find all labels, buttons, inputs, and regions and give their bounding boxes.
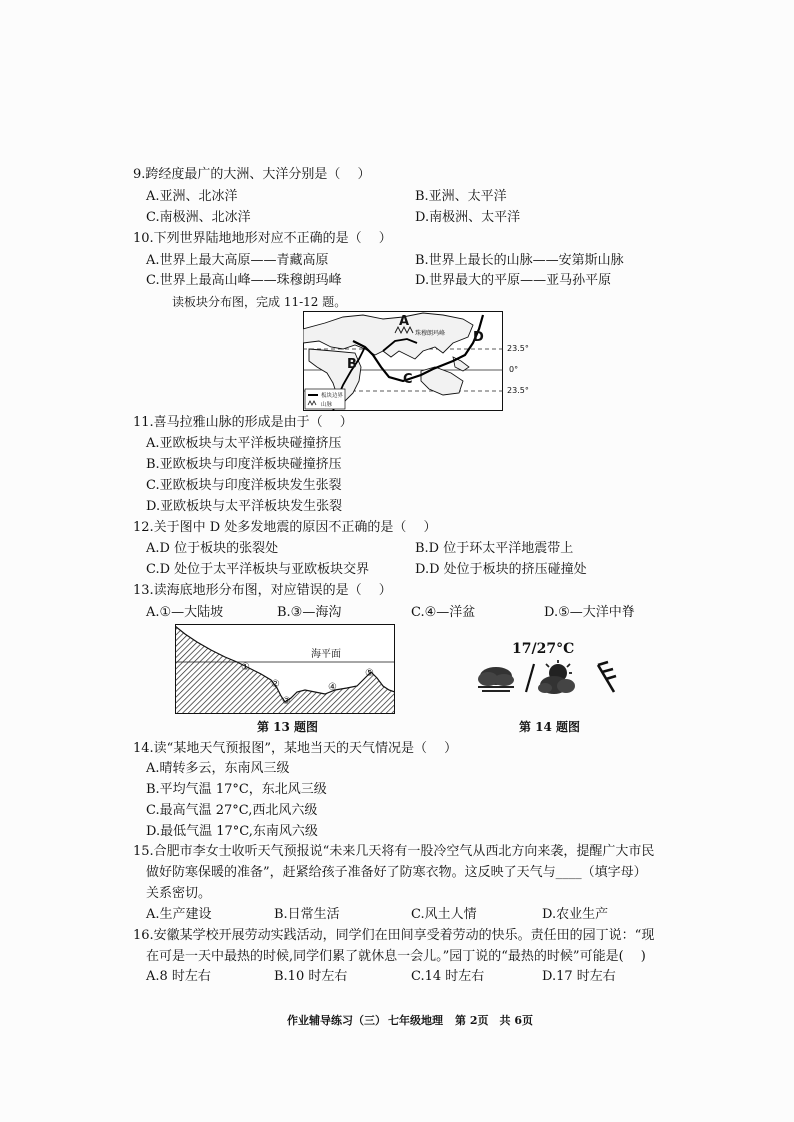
footer-series: 作业辅导练习（三） bbox=[287, 1014, 386, 1027]
q16-line2: 在可是一天中最热的时候,同学们累了就休息一会儿。”园丁说的“最热的时候”可能是( ) bbox=[146, 949, 646, 964]
q16-option-c: C.14 时左右 bbox=[411, 969, 485, 984]
q12-option-a: A.D 位于板块的张裂处 bbox=[146, 541, 279, 556]
q15-option-a: A.生产建设 bbox=[146, 907, 212, 922]
marker-3: ③ bbox=[282, 696, 291, 707]
wind-barb-icon bbox=[598, 662, 616, 692]
plate-map-figure bbox=[303, 311, 529, 411]
q13-option-d: D.⑤—大洋中脊 bbox=[544, 605, 635, 620]
q11-stem: 11.喜马拉雅山脉的形成是由于（ ） bbox=[133, 415, 353, 430]
plate-label-a: A bbox=[399, 314, 410, 329]
q9-stem: 9.跨经度最广的大洲、大洋分别是（ ） bbox=[133, 167, 371, 182]
sea-level-label: 海平面 bbox=[311, 649, 341, 660]
weather-temperature: 17/27°C bbox=[512, 641, 575, 657]
q13-stem: 13.读海底地形分布图，对应错误的是（ ） bbox=[133, 583, 392, 598]
q16-line1: 16.安徽某学校开展劳动实践活动，同学们在田间享受着劳动的快乐。责任田的园丁说：“现 bbox=[133, 928, 655, 943]
q16-option-d: D.17 时左右 bbox=[542, 969, 616, 984]
partly-cloudy-icon bbox=[538, 660, 575, 694]
lat-equator-label: 0° bbox=[509, 365, 519, 374]
lat-south-label: 23.5° bbox=[507, 386, 529, 395]
q13-option-b: B.③—海沟 bbox=[277, 605, 342, 620]
seafloor-profile bbox=[175, 624, 395, 714]
q15-line1: 15.合肥市李女士收听天气预报说“未来几天将有一股冷空气从西北方向来袭，提醒广大市民 bbox=[133, 844, 655, 859]
q9-option-c: C.南极洲、北冰洋 bbox=[146, 210, 251, 225]
q12-stem: 12.关于图中 D 处多发地震的原因不正确的是（ ） bbox=[133, 520, 437, 535]
fig13-caption: 第 13 题图 bbox=[257, 720, 319, 734]
q16-option-b: B.10 时左右 bbox=[274, 969, 348, 984]
q10-option-a: A.世界上最大高原——青藏高原 bbox=[146, 253, 329, 268]
q11-option-a: A.亚欧板块与太平洋板块碰撞挤压 bbox=[146, 436, 342, 451]
q15-option-d: D.农业生产 bbox=[542, 907, 609, 922]
q13-option-a: A.①—大陆坡 bbox=[146, 605, 224, 620]
q9-option-a: A.亚洲、北冰洋 bbox=[146, 189, 238, 204]
weather-figure bbox=[474, 660, 624, 700]
q11-option-d: D.亚欧板块与太平洋板块发生张裂 bbox=[146, 499, 343, 514]
marker-4: ④ bbox=[328, 682, 337, 693]
q16-option-a: A.8 时左右 bbox=[146, 969, 211, 984]
q11-option-b: B.亚欧板块与印度洋板块碰撞挤压 bbox=[146, 457, 342, 472]
q10-option-d: D.世界最大的平原——亚马孙平原 bbox=[415, 273, 612, 288]
legend-mountain: 山脉 bbox=[321, 402, 333, 408]
q10-option-c: C.世界上最高山峰——珠穆朗玛峰 bbox=[146, 273, 342, 288]
seafloor-figure bbox=[175, 624, 395, 714]
plate-map bbox=[303, 311, 503, 411]
fig14-caption: 第 14 题图 bbox=[519, 720, 581, 734]
q14-stem: 14.读“某地天气预报图”，某地当天的天气情况是（ ） bbox=[133, 741, 458, 756]
q10-stem: 10.下列世界陆地地形对应不正确的是（ ） bbox=[133, 231, 392, 246]
footer-subject: 七年级地理 bbox=[388, 1014, 443, 1027]
q12-option-b: B.D 位于环太平洋地震带上 bbox=[415, 541, 574, 556]
q10-option-b: B.世界上最长的山脉——安第斯山脉 bbox=[415, 253, 624, 268]
plate-label-d: D bbox=[473, 330, 484, 345]
lat-north-label: 23.5° bbox=[507, 344, 529, 353]
q9-option-b: B.亚洲、太平洋 bbox=[415, 189, 507, 204]
q15-line3: 关系密切。 bbox=[146, 886, 212, 901]
q15-line2: 做好防寒保暖的准备”，赶紧给孩子准备好了防寒衣物。这反映了天气与____（填字母） bbox=[146, 865, 647, 880]
slash-separator bbox=[526, 664, 534, 692]
plate-label-c: C bbox=[403, 372, 413, 387]
fog-icon bbox=[478, 667, 514, 691]
q14-option-b: B.平均气温 17°C，东北风三级 bbox=[146, 782, 327, 797]
q15-option-b: B.日常生活 bbox=[274, 907, 340, 922]
q14-option-c: C.最高气温 27°C,西北风六级 bbox=[146, 803, 318, 818]
footer-page: 第 2页 共 6页 bbox=[455, 1014, 533, 1027]
peak-label: 珠穆朗玛峰 bbox=[415, 330, 446, 337]
q14-option-d: D.最低气温 17°C,东南风六级 bbox=[146, 824, 318, 839]
q13-option-c: C.④—洋盆 bbox=[411, 605, 476, 620]
marker-1: ① bbox=[241, 662, 250, 673]
q9-option-d: D.南极洲、太平洋 bbox=[415, 210, 521, 225]
q11-option-c: C.亚欧板块与印度洋板块发生张裂 bbox=[146, 478, 342, 493]
q15-option-c: C.风土人情 bbox=[411, 907, 477, 922]
q12-option-c: C.D 处位于太平洋板块与亚欧板块交界 bbox=[146, 562, 370, 577]
q12-option-d: D.D 处位于板块的挤压碰撞处 bbox=[415, 562, 587, 577]
marker-2: ② bbox=[271, 679, 280, 690]
legend-boundary: 板块边界 bbox=[321, 393, 344, 399]
q14-option-a: A.晴转多云，东南风三级 bbox=[146, 761, 290, 776]
marker-5: ⑤ bbox=[365, 668, 374, 679]
intro-11-12: 读板块分布图，完成 11-12 题。 bbox=[172, 295, 347, 309]
plate-label-b: B bbox=[347, 357, 357, 372]
